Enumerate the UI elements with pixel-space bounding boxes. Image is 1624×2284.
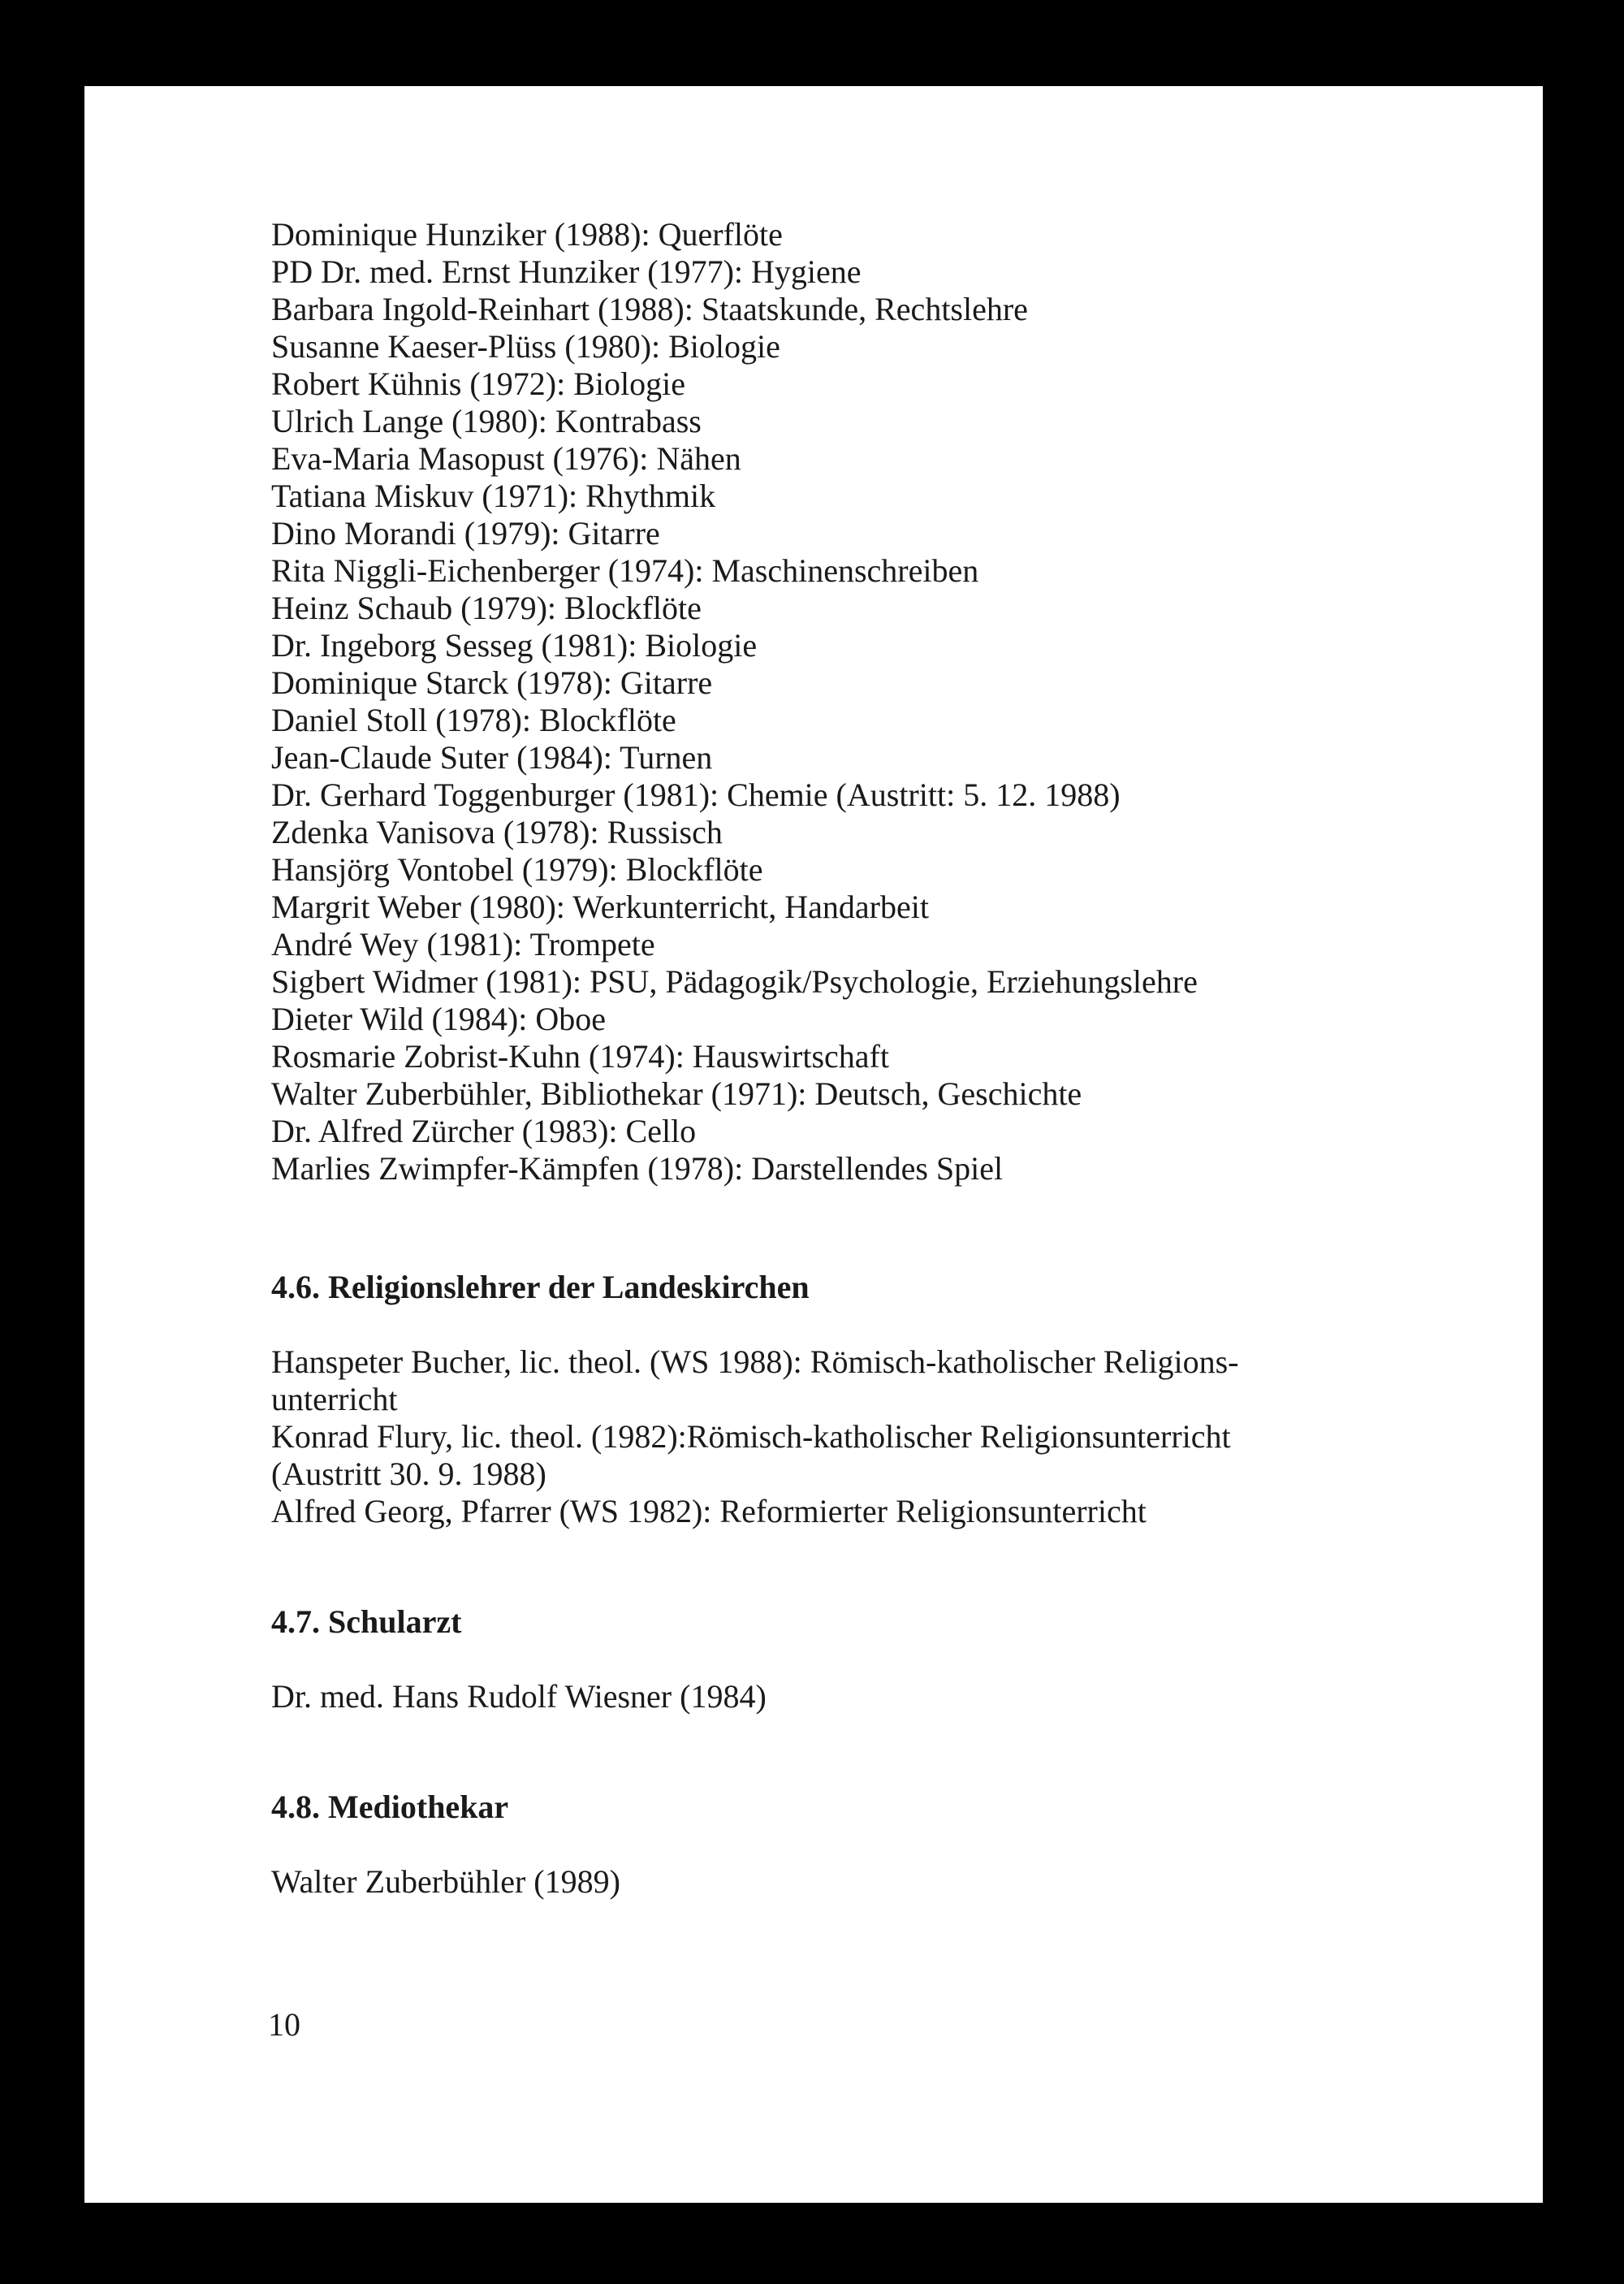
section-schularzt bbox=[271, 1603, 1457, 1715]
list-item: Hanspeter Bucher, lic. theol. (WS 1988): Römisch-katholischer Religions- bbox=[271, 1343, 1239, 1380]
list-item: (Austritt 30. 9. 1988) bbox=[271, 1456, 546, 1492]
list-item: Dino Morandi (1979): Gitarre bbox=[271, 515, 660, 552]
section-heading: 4.8. Mediothekar bbox=[271, 1789, 509, 1825]
staff-list bbox=[271, 216, 1457, 1187]
section-heading: 4.6. Religionslehrer der Landeskirchen bbox=[271, 1269, 810, 1305]
list-item: Marlies Zwimpfer-Kämpfen (1978): Darstellendes Spiel bbox=[271, 1150, 1004, 1187]
section-body bbox=[271, 1343, 1457, 1530]
list-item: PD Dr. med. Ernst Hunziker (1977): Hygiene bbox=[271, 253, 862, 290]
list-item: Dominique Starck (1978): Gitarre bbox=[271, 664, 713, 701]
list-item: Walter Zuberbühler, Bibliothekar (1971): Deutsch, Geschichte bbox=[271, 1075, 1082, 1112]
list-item: Dr. Alfred Zürcher (1983): Cello bbox=[271, 1113, 697, 1149]
list-item: Sigbert Widmer (1981): PSU, Pädagogik/Psychologie, Erziehungslehre bbox=[271, 963, 1198, 1000]
list-item: Eva-Maria Masopust (1976): Nähen bbox=[271, 440, 741, 477]
page-number: 10 bbox=[268, 2006, 300, 2043]
list-item: Alfred Georg, Pfarrer (WS 1982): Reformierter Religionsunterricht bbox=[271, 1493, 1147, 1529]
list-item: Dieter Wild (1984): Oboe bbox=[271, 1001, 606, 1037]
list-item: Daniel Stoll (1978): Blockflöte bbox=[271, 702, 676, 738]
section-heading: 4.7. Schularzt bbox=[271, 1603, 462, 1640]
list-item: Dominique Hunziker (1988): Querflöte bbox=[271, 216, 783, 253]
list-item: Tatiana Miskuv (1971): Rhythmik bbox=[271, 478, 716, 514]
list-item: Barbara Ingold-Reinhart (1988): Staatskunde, Rechtslehre bbox=[271, 291, 1028, 327]
list-item: Hansjörg Vontobel (1979): Blockflöte bbox=[271, 851, 763, 888]
list-item: Rita Niggli-Eichenberger (1974): Maschinenschreiben bbox=[271, 552, 979, 589]
list-item: Susanne Kaeser-Plüss (1980): Biologie bbox=[271, 328, 780, 365]
list-item: Rosmarie Zobrist-Kuhn (1974): Hauswirtschaft bbox=[271, 1038, 889, 1075]
list-item: André Wey (1981): Trompete bbox=[271, 926, 655, 962]
list-item: Heinz Schaub (1979): Blockflöte bbox=[271, 590, 702, 626]
page-content bbox=[271, 216, 1457, 1901]
section-mediothekar bbox=[271, 1789, 1457, 1901]
list-item: Dr. Ingeborg Sesseg (1981): Biologie bbox=[271, 627, 758, 664]
list-item: Zdenka Vanisova (1978): Russisch bbox=[271, 814, 723, 850]
list-item: Walter Zuberbühler (1989) bbox=[271, 1863, 620, 1900]
section-religionslehrer bbox=[271, 1269, 1457, 1530]
list-item: Margrit Weber (1980): Werkunterricht, Handarbeit bbox=[271, 889, 929, 925]
list-item: Dr. Gerhard Toggenburger (1981): Chemie (Austritt: 5. 12. 1988) bbox=[271, 776, 1121, 813]
document-page bbox=[84, 86, 1543, 2203]
list-item: Dr. med. Hans Rudolf Wiesner (1984) bbox=[271, 1678, 767, 1715]
list-item: Ulrich Lange (1980): Kontrabass bbox=[271, 403, 702, 439]
list-item: unterricht bbox=[271, 1381, 398, 1417]
list-item: Konrad Flury, lic. theol. (1982):Römisch-katholischer Religionsunterricht bbox=[271, 1418, 1231, 1455]
list-item: Robert Kühnis (1972): Biologie bbox=[271, 366, 685, 402]
list-item: Jean-Claude Suter (1984): Turnen bbox=[271, 739, 713, 776]
